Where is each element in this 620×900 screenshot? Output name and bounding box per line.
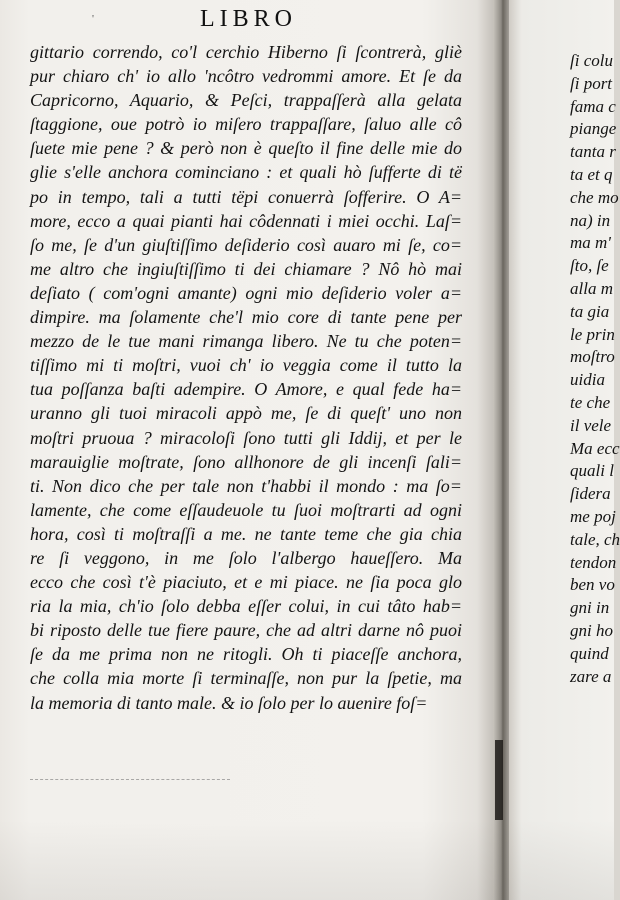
right-text-line: me poj [570, 506, 616, 526]
text-line: ſo me, ſe d'un giuſtiſſimo deſiderio così auaro mi ſe, co= [30, 234, 462, 255]
text-line: hora, così ti moſtraſſi a me. ne tante teme che gia chia [30, 523, 463, 544]
text-line: ria la mia, ch'io ſolo debba eſſer colui, in cui tâto hab= [30, 596, 463, 617]
text-line: tua poſſanza baſti adempire. O Amore, e qual fede ha= [30, 379, 463, 400]
text-line: tiſſimo mi ti moſtri, vuoi ch' io veggia come il tutto la [30, 355, 462, 376]
right-text-line: che mo [570, 187, 619, 207]
right-text-line: piange [570, 119, 617, 139]
right-text-line: quali l [570, 461, 614, 481]
right-text-line: gni in [570, 598, 610, 618]
text-line: me altro che ingiuſtiſſimo ti dei chiamare ? Nô hò mai [30, 258, 463, 279]
right-text-line: Ma ecc [570, 438, 620, 458]
text-line: marauiglie moſtrate, ſono allhonore de gli incenſi ſali= [30, 451, 462, 472]
text-line: ti. Non dico che per tale non t'habbi il mondo : ma ſo= [30, 475, 462, 496]
right-text-line: gni ho [570, 620, 613, 640]
right-text-line: ſidera [570, 484, 611, 504]
page-bottom-fragment [30, 779, 230, 786]
right-text-line: tanta r [570, 142, 616, 162]
right-text-line: te che [570, 392, 611, 412]
text-line: ſuete mie pene ? & però non è queſto il fine delle mie do [30, 138, 463, 159]
right-text-line: na) in [570, 210, 611, 230]
text-line: more, ecco a quai pianti hai côdennati i miei occhi. Laſ= [30, 210, 463, 231]
text-line: ſtaggione, oue potrò io miſero trappaſſare, ſaluo alle cô [30, 114, 462, 135]
text-line: ſe da me prima non ne ritogli. Oh ti piaceſſe anchora, [30, 644, 462, 665]
right-page-text [570, 50, 620, 688]
right-text-line: fama c [570, 96, 616, 116]
right-text-line: ben vo [570, 575, 615, 595]
right-text-line: ma m' [570, 233, 611, 253]
text-line: lamente, che come eſſaudeuole tu ſuoi moſtrarti ad ogni [30, 499, 462, 520]
right-text-line: tale, ch [570, 529, 620, 549]
text-line: la memoria di tanto male. & io ſolo per lo auenire foſ= [30, 692, 428, 713]
right-text-line: quind [570, 643, 609, 663]
right-text-line: ta gia [570, 301, 610, 321]
text-line: bi riposto delle tue fiere paure, che ad altri darne nô puoi [30, 620, 462, 641]
left-page-text [30, 40, 462, 715]
text-line: Capricorno, Aquario, & Peſci, trappaſſerà alla gelata [30, 90, 462, 111]
right-text-line: ta et q [570, 164, 613, 184]
right-text-line: il vele [570, 415, 612, 435]
text-line: dimpire. ma ſolamente che'l mio core di tante pene per [30, 307, 463, 328]
text-line: glie s'elle anchora cominciano : et quali hò ſufferte di të [30, 162, 462, 183]
page-mark: ' [92, 13, 94, 25]
right-text-line: ſi colu [570, 51, 613, 70]
bottom-shade [0, 820, 614, 900]
right-text-line: ſto, ſe [570, 256, 609, 276]
gutter-shadow [495, 740, 503, 820]
text-line: deſiato ( com'ogni amante) ogni mio deſiderio voler a= [30, 282, 462, 303]
right-text-line: zare a [570, 666, 612, 686]
running-head: LIBRO [200, 6, 297, 32]
text-line: che colla mia morte ſi terminaſſe, non pur la ſpetie, ma [30, 668, 462, 689]
text-line: po in tempo, tali a tutti tëpi conuerrà ſofferire. O A= [30, 186, 463, 207]
right-text-line: ſi port [570, 73, 613, 93]
text-line: moſtri pruoua ? miracoloſi ſono tutti gli Iddij, et per le [30, 427, 462, 448]
text-line: ecco che così t'è piaciuto, et e mi piace. ne ſia poca glo [30, 572, 463, 593]
right-text-line: moſtro [570, 347, 615, 367]
text-line: uranno gli tuoi miracoli appò me, ſe di queſt' uno non [30, 403, 463, 424]
text-line: re ſi veggono, in me ſolo l'albergo haueſſero. Ma [30, 547, 463, 568]
right-text-line: uidia [570, 370, 605, 390]
right-text-line: tendon [570, 552, 617, 572]
text-line: gittario correndo, co'l cerchio Hiberno ſi ſcontrerà, gliè [30, 42, 462, 62]
text-line: pur chiaro ch' io allo 'ncôtro vedrommi amore. Et ſe da [30, 66, 462, 87]
text-line: mezzo de le tue mani rimanga libero. Ne tu che poten= [30, 331, 463, 352]
right-text-line: le prin [570, 324, 615, 344]
right-text-line: alla m [570, 278, 613, 298]
